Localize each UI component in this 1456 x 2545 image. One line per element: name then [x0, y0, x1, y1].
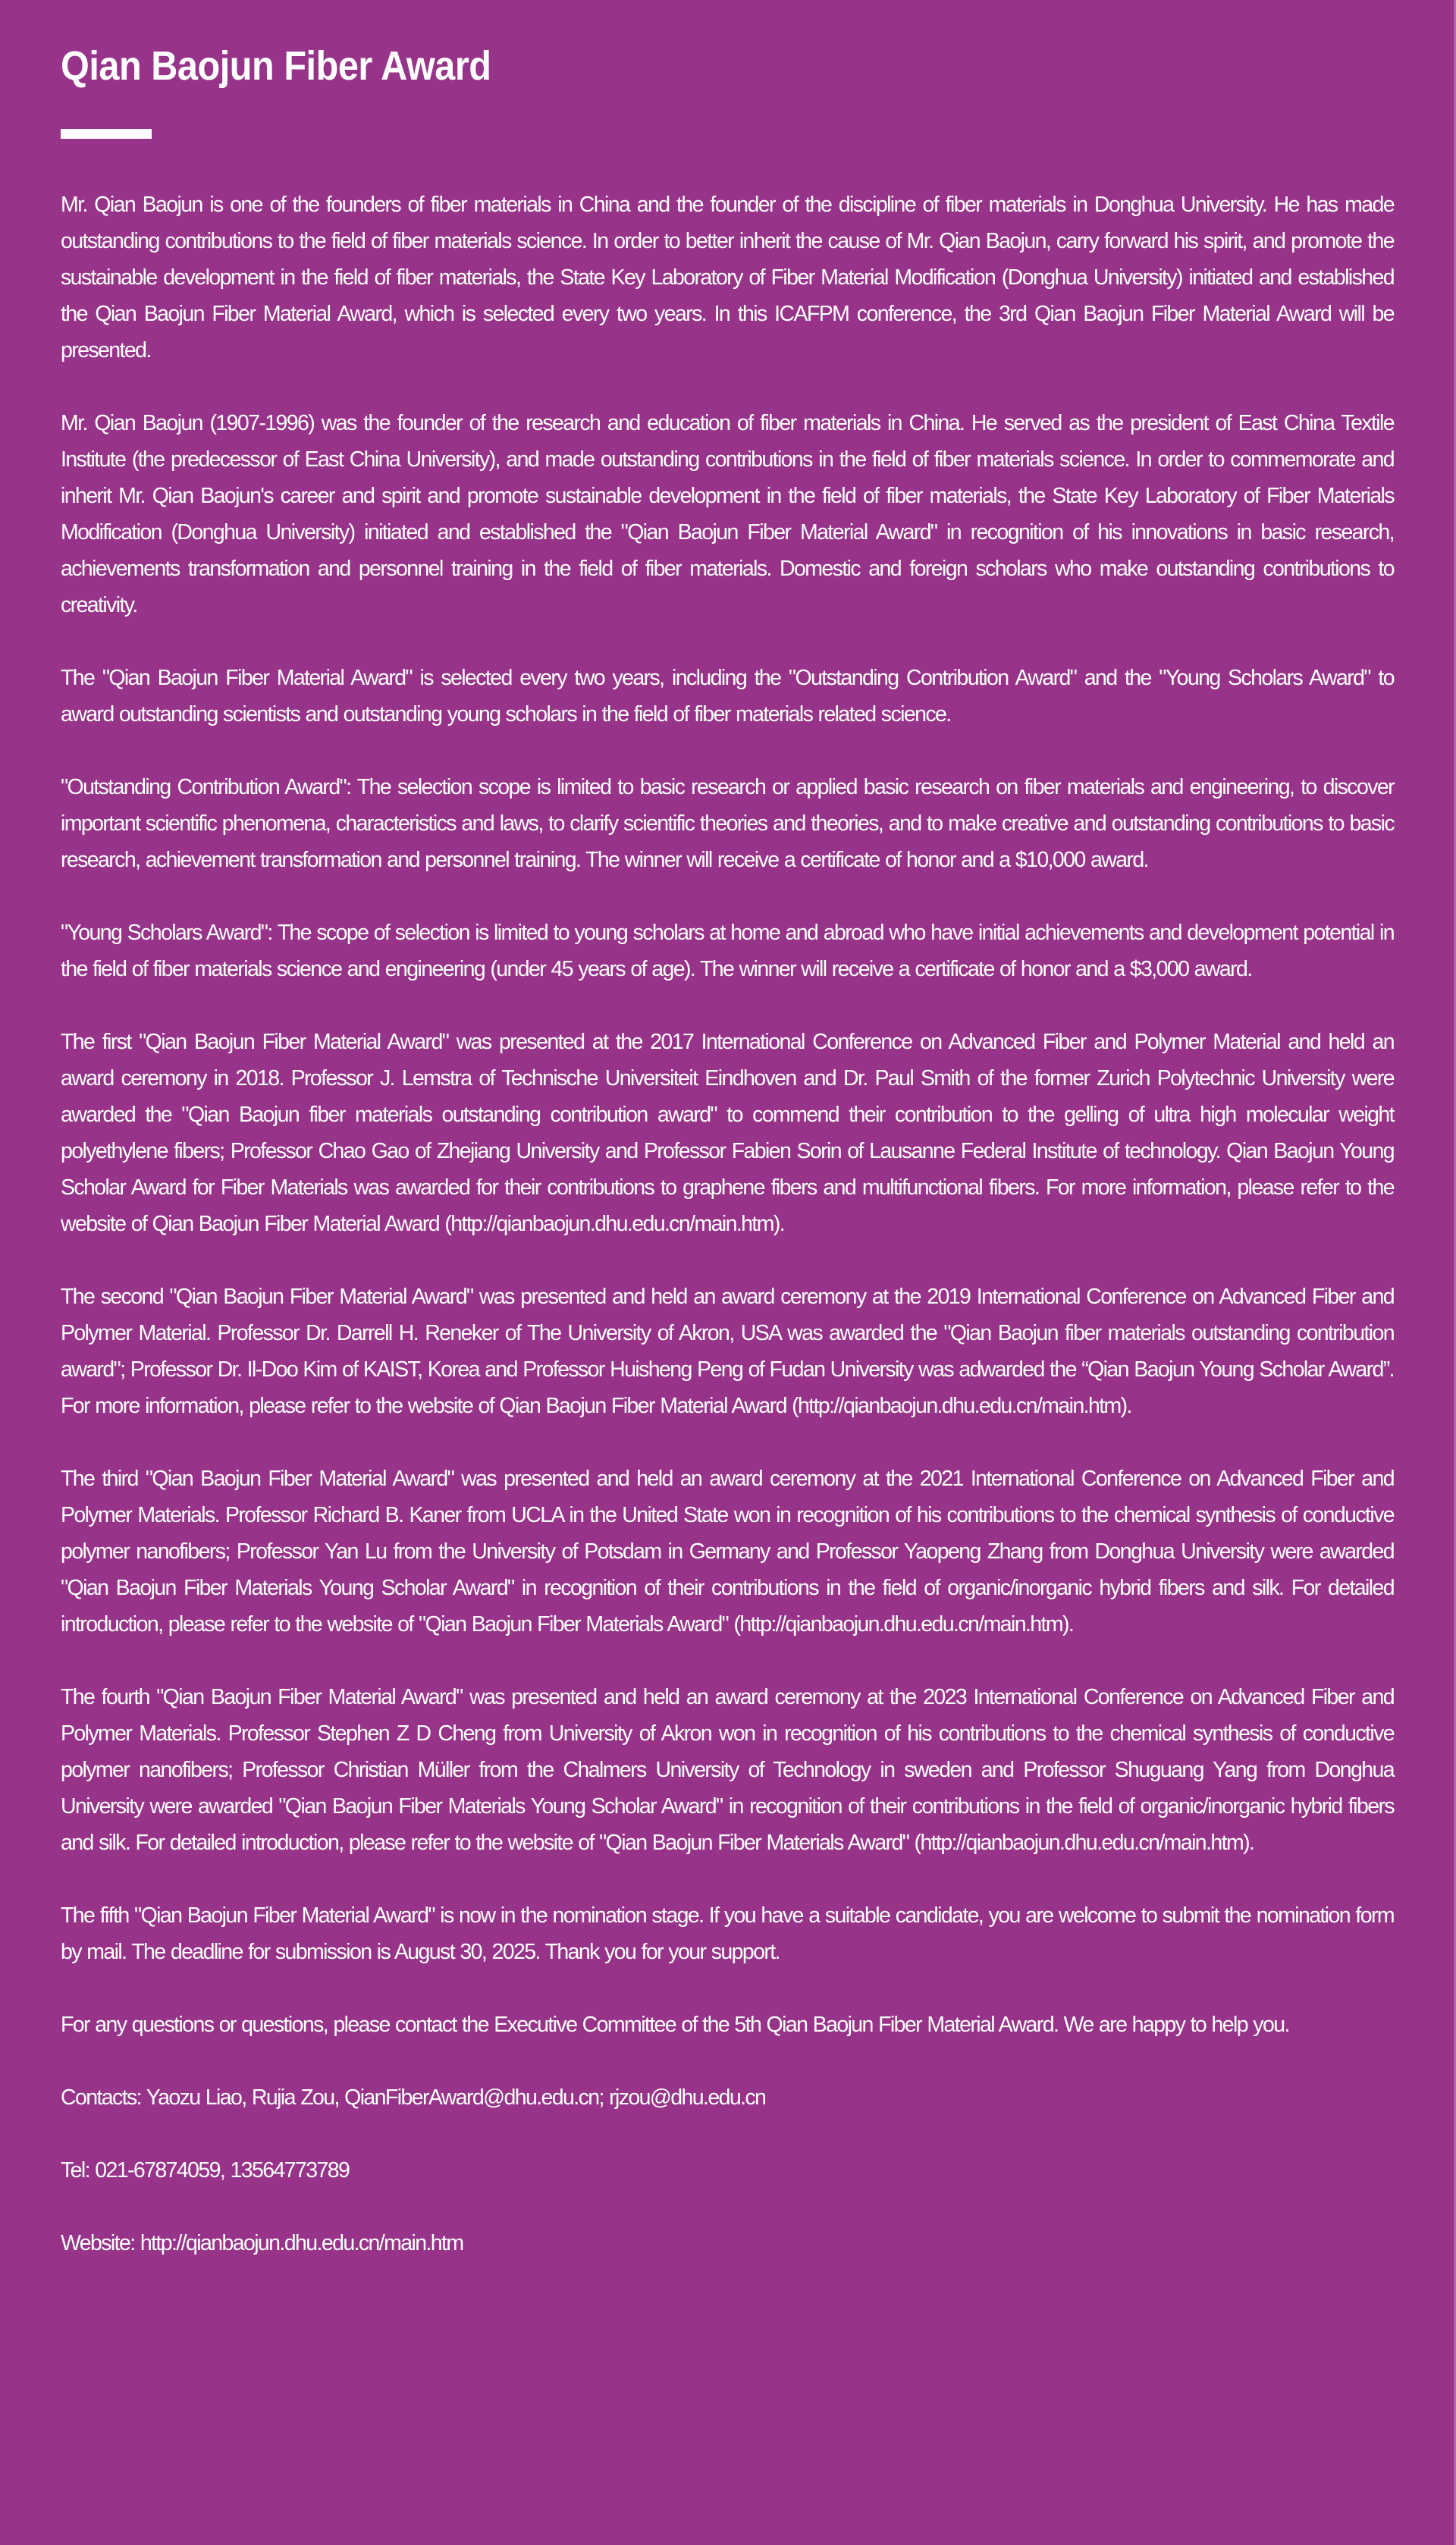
intro-paragraph: Mr. Qian Baojun is one of the founders of fiber materials in China and the founder of the discipline of fiber materials in Donghua University. He has made outstanding contributions to the field of fiber materials science. In order to better inherit the cause of Mr. Qian Baojun, carry forward his spirit, and promote the sustainable development in the field of fiber materials, the State Key Laboratory of Fiber Material Modification (Donghua University) initiated and established the Qian Baojun Fiber Material Award, which is selected every two years. In this ICAFPM conference, the 3rd Qian Baojun Fiber Material Award will be presented. [61, 193, 1394, 362]
fifth-award-nomination-paragraph: The fifth "Qian Baojun Fiber Material Award" is now in the nomination stage. If you have a suitable candidate, you are welcome to submit the nomination form by mail. The deadline for submission is August 30, 2025. Thank you for your support. [61, 1903, 1394, 1964]
second-award-paragraph: The second "Qian Baojun Fiber Material Award" was presented and held an award ceremony at the 2019 International Conference on Advanced Fiber and Polymer Material. Professor Dr. Darrell H. Reneker of The University of Akron, USA was awarded the "Qian Baojun fiber materials outstanding contribution award"; Professor Dr. Il-Doo Kim of KAIST, Korea and Professor Huisheng Peng of Fudan University was adwarded the “Qian Baojun Young Scholar Award”. For more information, please refer to the website of Qian Baojun Fiber Material Award (http://qianbaojun.dhu.edu.cn/main.htm). [61, 1285, 1394, 1418]
website-line: Website: http://qianbaojun.dhu.edu.cn/main.htm [61, 2231, 463, 2255]
outstanding-contribution-paragraph: "Outstanding Contribution Award": The selection scope is limited to basic research or applied basic research on fiber materials and engineering, to discover important scientific phenomena, characteristics and laws, to clarify scientific theories and theories, and to make creative and outstanding contributions to basic research, achievement transformation and personnel training. The winner will receive a certificate of honor and a $10,000 award. [61, 775, 1394, 872]
award-description [61, 187, 1394, 2261]
page-title: Qian Baojun Fiber Award [61, 43, 491, 89]
first-award-paragraph: The first "Qian Baojun Fiber Material Award" was presented at the 2017 International Conference on Advanced Fiber and Polymer Material and held an award ceremony in 2018. Professor J. Lemstra of Technische Universiteit Eindhoven and Dr. Paul Smith of the former Zurich Polytechnic University were awarded the "Qian Baojun fiber materials outstanding contribution award" to commend their contribution to the gelling of ultra high molecular weight polyethylene fibers; Professor Chao Gao of Zhejiang University and Professor Fabien Sorin of Lausanne Federal Institute of technology. Qian Baojun Young Scholar Award for Fiber Materials was awarded for their contributions to graphene fibers and multifunctional fibers. For more information, please refer to the website of Qian Baojun Fiber Material Award (http://qianbaojun.dhu.edu.cn/main.htm). [61, 1030, 1394, 1236]
telephone-line: Tel: 021-67874059, 13564773789 [61, 2158, 350, 2183]
young-scholars-paragraph: "Young Scholars Award": The scope of selection is limited to young scholars at home and abroad who have initial achievements and development potential in the field of fiber materials science and engineering (under 45 years of age). The winner will receive a certificate of honor and a $3,000 award. [61, 921, 1394, 981]
third-award-paragraph: The third "Qian Baojun Fiber Material Award" was presented and held an award ceremony at the 2021 International Conference on Advanced Fiber and Polymer Materials. Professor Richard B. Kaner from UCLA in the United State won in recognition of his contributions to the chemical synthesis of conductive polymer nanofibers; Professor Yan Lu from the University of Potsdam in Germany and Professor Yaopeng Zhang from Donghua University were awarded "Qian Baojun Fiber Materials Young Scholar Award" in recognition of their contributions in the field of organic/inorganic hybrid fibers and silk. For detailed introduction, please refer to the website of "Qian Baojun Fiber Materials Award" (http://qianbaojun.dhu.edu.cn/main.htm). [61, 1467, 1394, 1637]
award-categories-paragraph: The "Qian Baojun Fiber Material Award" is selected every two years, including the "Outstanding Contribution Award" and the "Young Scholars Award" to award outstanding scientists and outstanding young scholars in the field of fiber materials related science. [61, 666, 1394, 726]
title-underline-divider [61, 129, 152, 139]
contacts-line: Contacts: Yaozu Liao, Rujia Zou, QianFiberAward@dhu.edu.cn; rjzou@dhu.edu.cn [61, 2085, 766, 2110]
fourth-award-paragraph: The fourth "Qian Baojun Fiber Material Award" was presented and held an award ceremony at the 2023 International Conference on Advanced Fiber and Polymer Materials. Professor Stephen Z D Cheng from University of Akron won in recognition of his contributions to the chemical synthesis of conductive polymer nanofibers; Professor Christian Müller from the Chalmers University of Technology in sweden and Professor Shuguang Yang from Donghua University were awarded "Qian Baojun Fiber Materials Young Scholar Award" in recognition of their contributions in the field of organic/inorganic hybrid fibers and silk. For detailed introduction, please refer to the website of "Qian Baojun Fiber Materials Award" (http://qianbaojun.dhu.edu.cn/main.htm). [61, 1685, 1394, 1855]
biography-paragraph: Mr. Qian Baojun (1907-1996) was the founder of the research and education of fiber materials in China. He served as the president of East China Textile Institute (the predecessor of East China University), and made outstanding contributions in the field of fiber materials science. In order to commemorate and inherit Mr. Qian Baojun's career and spirit and promote sustainable development in the field of fiber materials, the State Key Laboratory of Fiber Materials Modification (Donghua University) initiated and established the "Qian Baojun Fiber Material Award" in recognition of his innovations in basic research, achievements transformation and personnel training in the field of fiber materials. Domestic and foreign scholars who make outstanding contributions to creativity. [61, 411, 1394, 617]
questions-paragraph: For any questions or questions, please contact the Executive Committee of the 5th Qian Baojun Fiber Material Award. We are happy to help you. [61, 2013, 1289, 2037]
